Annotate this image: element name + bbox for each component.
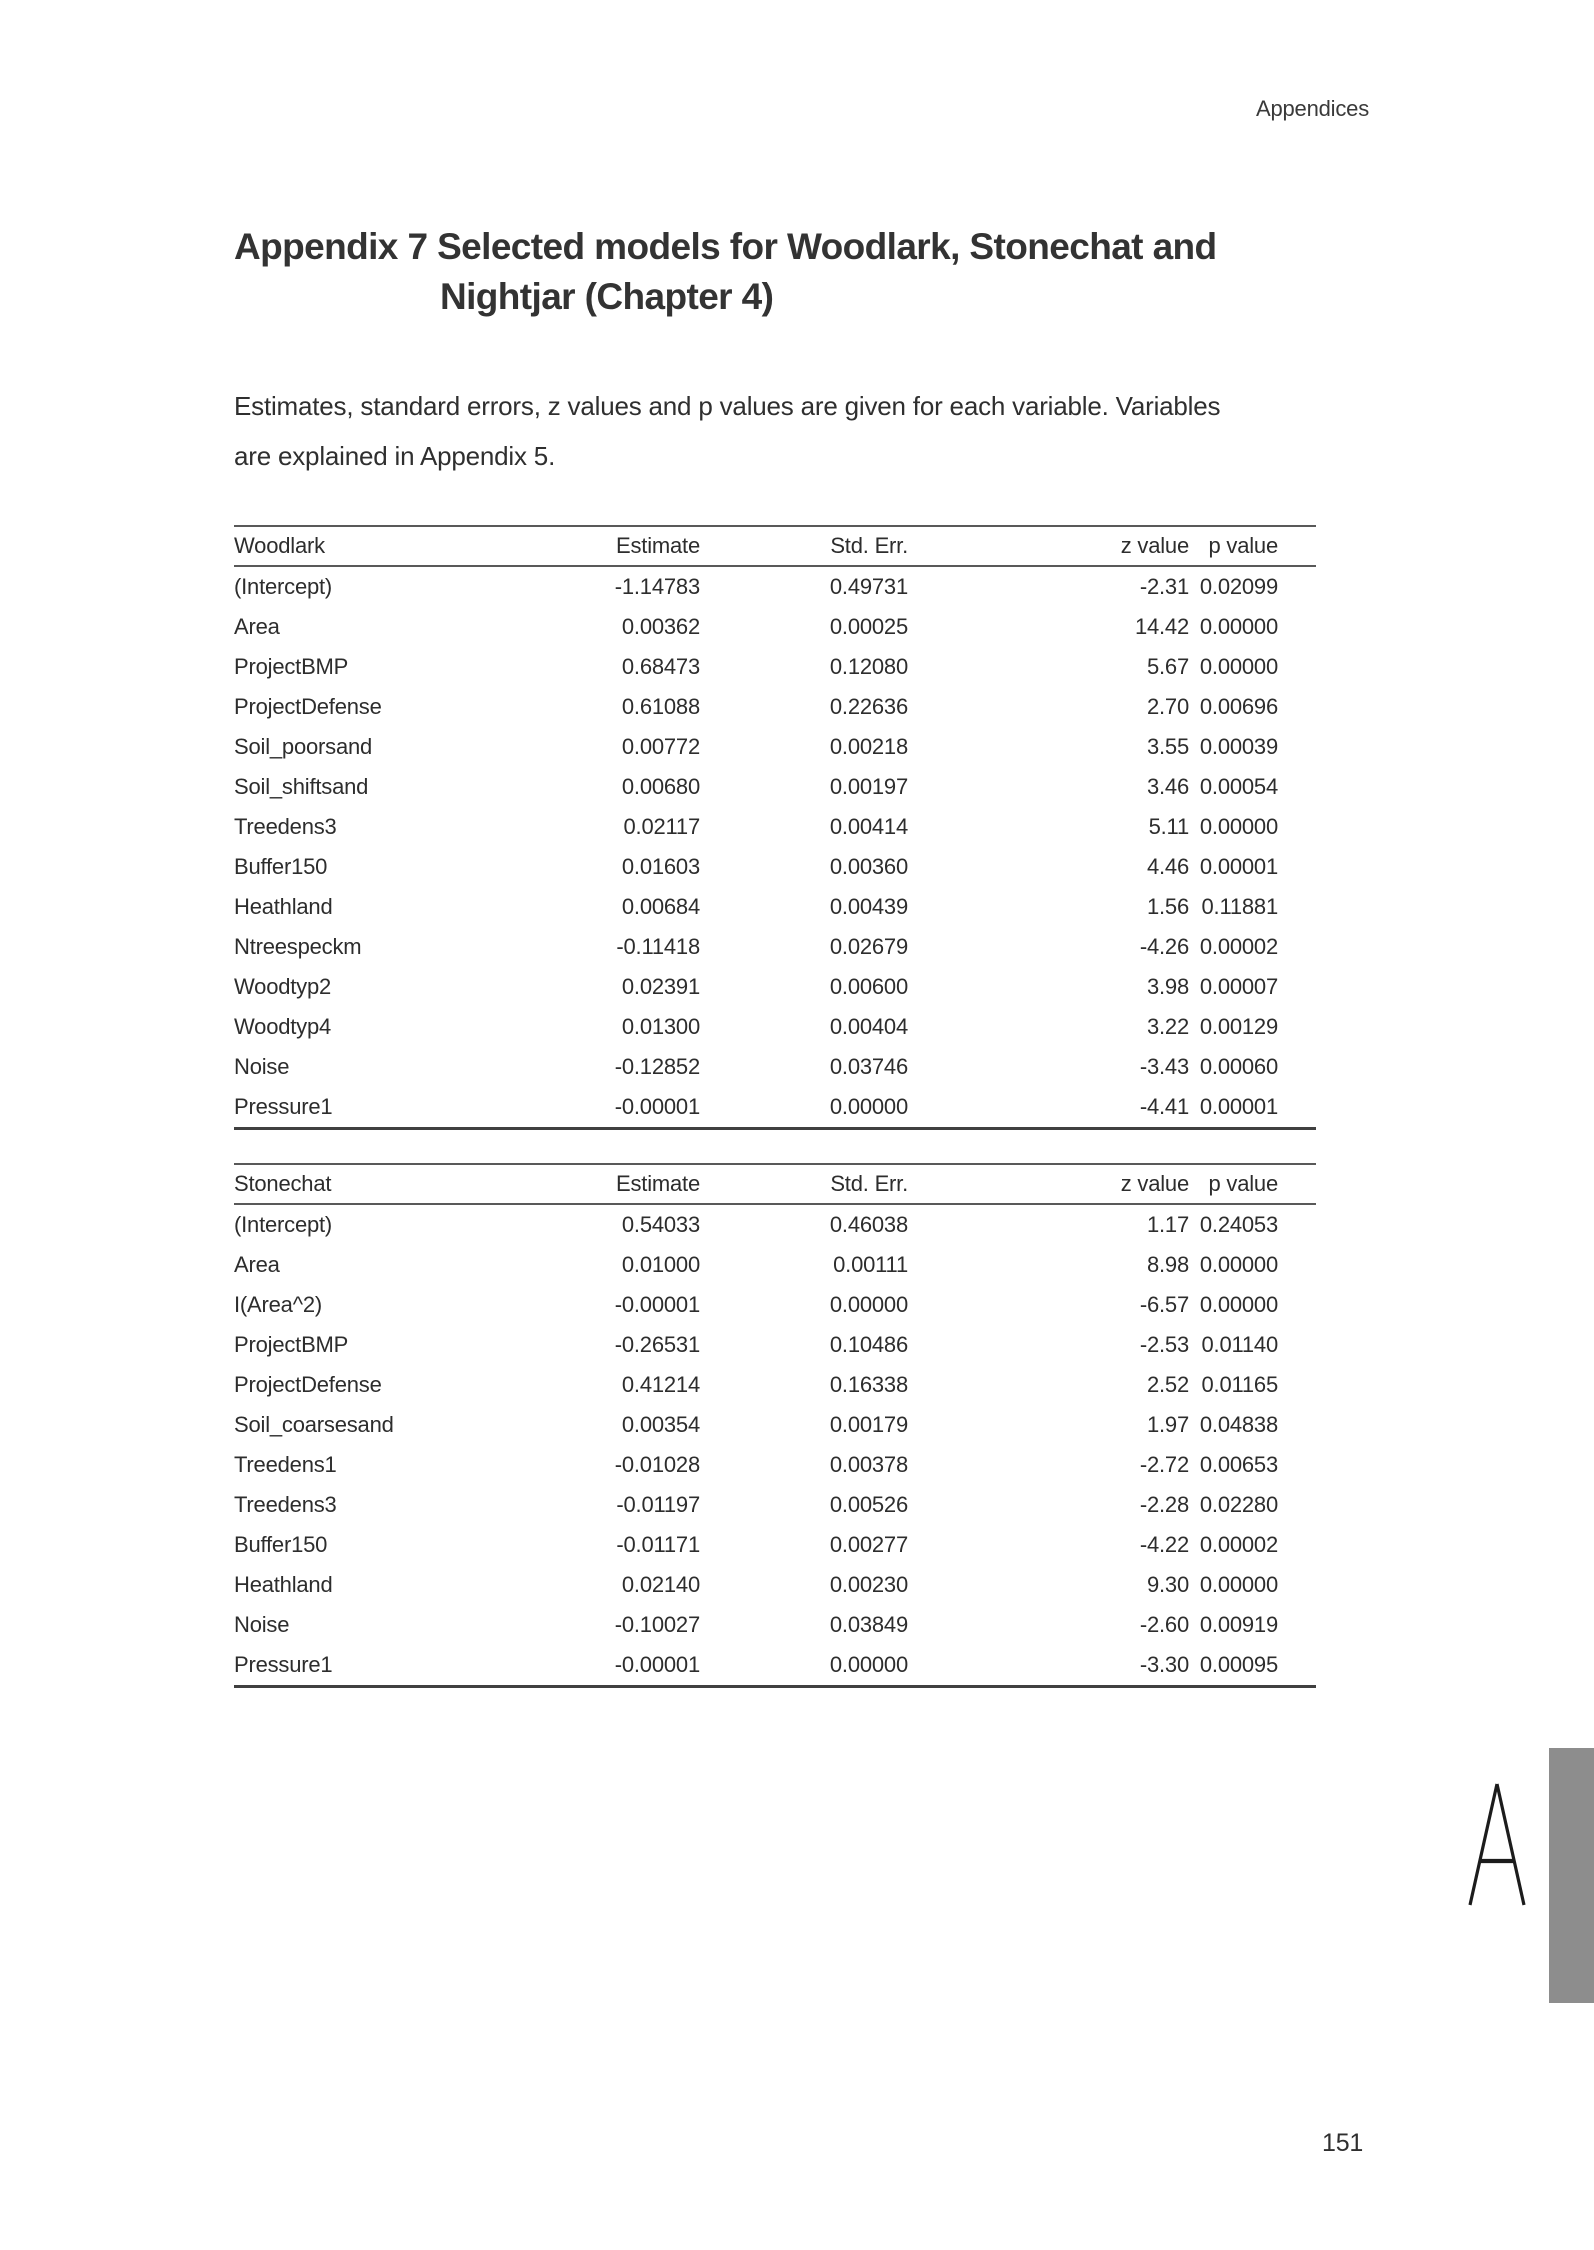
value-cell: 0.00000 — [829, 1094, 908, 1119]
value-cell: 0.01165 — [1201, 1372, 1278, 1397]
value-cell: 0.00378 — [829, 1452, 908, 1477]
value-cell: 0.00354 — [621, 1412, 700, 1437]
table-row — [234, 687, 1316, 727]
species-header: Woodlark — [234, 526, 559, 566]
variable-name-cell: Noise — [234, 1054, 290, 1079]
variable-name-cell: Treedens1 — [234, 1452, 337, 1477]
variable-name-cell: Area — [234, 614, 280, 639]
table-header-row — [234, 526, 1316, 566]
value-cell: 0.03746 — [829, 1054, 908, 1079]
table-row — [234, 1605, 1316, 1645]
table-row — [234, 1047, 1316, 1087]
value-cell: -2.53 — [1139, 1332, 1189, 1357]
value-cell: 4.46 — [1146, 854, 1189, 879]
value-cell: 0.00001 — [1199, 854, 1278, 879]
table-row — [234, 607, 1316, 647]
table-row — [234, 887, 1316, 927]
value-cell: -4.26 — [1139, 934, 1189, 959]
variable-name-cell: Pressure1 — [234, 1652, 333, 1677]
table-row — [234, 1445, 1316, 1485]
variable-name-cell: Soil_coarsesand — [234, 1412, 394, 1437]
value-cell: 0.00360 — [829, 854, 908, 879]
variable-name-cell: Soil_poorsand — [234, 734, 373, 759]
value-cell: 0.00684 — [621, 894, 700, 919]
value-cell: 0.02099 — [1199, 574, 1278, 599]
value-cell: -2.60 — [1139, 1612, 1189, 1637]
table-row — [234, 1405, 1316, 1445]
value-cell: 0.00680 — [621, 774, 700, 799]
table-row — [234, 927, 1316, 967]
value-cell: 0.00025 — [829, 614, 908, 639]
value-cell: -6.57 — [1139, 1292, 1189, 1317]
variable-name-cell: ProjectBMP — [234, 1332, 349, 1357]
value-cell: -0.10027 — [614, 1612, 700, 1637]
variable-name-cell: Treedens3 — [234, 814, 337, 839]
value-cell: 0.03849 — [829, 1612, 908, 1637]
column-header: z value — [908, 526, 1189, 566]
stonechat-model-table — [234, 1163, 1316, 1688]
value-cell: 0.10486 — [829, 1332, 908, 1357]
value-cell: 0.00230 — [829, 1572, 908, 1597]
table-row — [234, 847, 1316, 887]
value-cell: 0.11881 — [1201, 894, 1278, 919]
value-cell: 0.00179 — [829, 1412, 908, 1437]
table-row — [234, 566, 1316, 607]
table-row — [234, 967, 1316, 1007]
value-cell: 14.42 — [1134, 614, 1189, 639]
value-cell: 0.00653 — [1199, 1452, 1278, 1477]
table-header-row — [234, 1164, 1316, 1204]
value-cell: -4.22 — [1139, 1532, 1189, 1557]
page-number: 151 — [1322, 2129, 1364, 2157]
running-header: Appendices — [1256, 96, 1369, 121]
appendix-title-line-2: Nightjar (Chapter 4) — [440, 276, 774, 317]
section-tab-bar — [1549, 1748, 1594, 2003]
value-cell: -2.31 — [1139, 574, 1189, 599]
intro-line-2: are explained in Appendix 5. — [234, 441, 556, 471]
variable-name-cell: Woodtyp2 — [234, 974, 332, 999]
value-cell: -0.01171 — [616, 1532, 700, 1557]
value-cell: -1.14783 — [614, 574, 700, 599]
value-cell: 0.24053 — [1199, 1212, 1278, 1237]
value-cell: 0.49731 — [829, 574, 908, 599]
value-cell: 0.00060 — [1199, 1054, 1278, 1079]
table-body — [234, 566, 1316, 1129]
value-cell: 0.00277 — [829, 1532, 908, 1557]
table-row — [234, 1204, 1316, 1245]
value-cell: 0.04838 — [1199, 1412, 1278, 1437]
value-cell: -4.41 — [1139, 1094, 1189, 1119]
column-header: Estimate — [559, 526, 700, 566]
value-cell: 0.41214 — [621, 1372, 700, 1397]
value-cell: 0.02117 — [623, 814, 700, 839]
value-cell: 0.00054 — [1199, 774, 1278, 799]
table-row — [234, 1485, 1316, 1525]
value-cell: 0.02391 — [621, 974, 700, 999]
value-cell: 0.00526 — [829, 1492, 908, 1517]
value-cell: 0.54033 — [621, 1212, 700, 1237]
table-row — [234, 1325, 1316, 1365]
table-row — [234, 1087, 1316, 1129]
table-body — [234, 1204, 1316, 1687]
table-row — [234, 1285, 1316, 1325]
column-header: p value — [1189, 526, 1316, 566]
table-row — [234, 647, 1316, 687]
value-cell: 0.00414 — [829, 814, 908, 839]
variable-name-cell: Woodtyp4 — [234, 1014, 332, 1039]
value-cell: 0.00000 — [1199, 1292, 1278, 1317]
value-cell: -0.00001 — [614, 1652, 700, 1677]
value-cell: 0.01300 — [621, 1014, 700, 1039]
intro-paragraph — [234, 381, 1220, 481]
table-row — [234, 1245, 1316, 1285]
variable-name-cell: I(Area^2) — [234, 1292, 322, 1317]
value-cell: 0.00001 — [1199, 1094, 1278, 1119]
species-header: Stonechat — [234, 1164, 559, 1204]
value-cell: 0.16338 — [829, 1372, 908, 1397]
value-cell: 0.01603 — [621, 854, 700, 879]
table-row — [234, 767, 1316, 807]
table-row — [234, 807, 1316, 847]
value-cell: 0.00439 — [829, 894, 908, 919]
column-header: Std. Err. — [700, 1164, 908, 1204]
variable-name-cell: Buffer150 — [234, 1532, 328, 1557]
value-cell: 0.68473 — [621, 654, 700, 679]
variable-name-cell: Ntreespeckm — [234, 934, 362, 959]
value-cell: 3.55 — [1146, 734, 1189, 759]
value-cell: 5.11 — [1148, 814, 1189, 839]
variable-name-cell: Heathland — [234, 894, 333, 919]
column-header: Estimate — [559, 1164, 700, 1204]
variable-name-cell: Heathland — [234, 1572, 333, 1597]
value-cell: 0.00362 — [621, 614, 700, 639]
table-row — [234, 1525, 1316, 1565]
value-cell: 1.97 — [1146, 1412, 1189, 1437]
value-cell: 5.67 — [1146, 654, 1189, 679]
value-cell: 2.70 — [1146, 694, 1189, 719]
value-cell: 0.00000 — [1199, 614, 1278, 639]
value-cell: 0.00000 — [1199, 1252, 1278, 1277]
value-cell: 0.02679 — [829, 934, 908, 959]
value-cell: -0.00001 — [614, 1094, 700, 1119]
value-cell: 0.00111 — [833, 1252, 908, 1277]
column-header: z value — [908, 1164, 1189, 1204]
value-cell: -3.30 — [1139, 1652, 1189, 1677]
section-letter-a-glyph — [1463, 1779, 1531, 1909]
value-cell: -0.01197 — [616, 1492, 700, 1517]
variable-name-cell: (Intercept) — [234, 1212, 333, 1237]
woodlark-model-table — [234, 525, 1316, 1130]
variable-name-cell: Pressure1 — [234, 1094, 333, 1119]
value-cell: 0.00002 — [1199, 1532, 1278, 1557]
value-cell: 0.00404 — [829, 1014, 908, 1039]
value-cell: -0.12852 — [614, 1054, 700, 1079]
value-cell: 0.00000 — [1199, 1572, 1278, 1597]
value-cell: 0.00600 — [829, 974, 908, 999]
value-cell: 0.00218 — [829, 734, 908, 759]
value-cell: 1.56 — [1146, 894, 1189, 919]
value-cell: -2.72 — [1139, 1452, 1189, 1477]
table-row — [234, 1007, 1316, 1047]
value-cell: 1.17 — [1146, 1212, 1189, 1237]
value-cell: 0.00197 — [829, 774, 908, 799]
value-cell: 0.00000 — [829, 1652, 908, 1677]
column-header: Std. Err. — [700, 526, 908, 566]
table-row — [234, 1365, 1316, 1405]
value-cell: 0.02140 — [621, 1572, 700, 1597]
variable-name-cell: ProjectBMP — [234, 654, 349, 679]
value-cell: 0.00000 — [1199, 654, 1278, 679]
column-header: p value — [1189, 1164, 1316, 1204]
value-cell: 0.00772 — [621, 734, 700, 759]
appendix-title — [234, 222, 1217, 322]
value-cell: 3.98 — [1146, 974, 1189, 999]
value-cell: 0.02280 — [1199, 1492, 1278, 1517]
value-cell: -2.28 — [1139, 1492, 1189, 1517]
value-cell: 0.00919 — [1199, 1612, 1278, 1637]
value-cell: 2.52 — [1146, 1372, 1189, 1397]
value-cell: 0.00000 — [829, 1292, 908, 1317]
value-cell: 0.22636 — [829, 694, 908, 719]
value-cell: -0.00001 — [614, 1292, 700, 1317]
variable-name-cell: ProjectDefense — [234, 694, 382, 719]
value-cell: 8.98 — [1146, 1252, 1189, 1277]
value-cell: 0.00095 — [1199, 1652, 1278, 1677]
value-cell: 0.46038 — [829, 1212, 908, 1237]
value-cell: 0.00007 — [1199, 974, 1278, 999]
intro-line-1: Estimates, standard errors, z values and p values are given for each variable. Variables — [234, 391, 1221, 421]
value-cell: -0.01028 — [614, 1452, 700, 1477]
table-row — [234, 1565, 1316, 1605]
value-cell: -0.26531 — [614, 1332, 700, 1357]
value-cell: 0.00002 — [1199, 934, 1278, 959]
value-cell: 0.00129 — [1199, 1014, 1278, 1039]
value-cell: 0.00696 — [1199, 694, 1278, 719]
table-row — [234, 727, 1316, 767]
value-cell: 3.46 — [1146, 774, 1189, 799]
value-cell: 0.01000 — [621, 1252, 700, 1277]
value-cell: 3.22 — [1146, 1014, 1189, 1039]
value-cell: 0.00039 — [1199, 734, 1278, 759]
value-cell: 0.12080 — [829, 654, 908, 679]
appendix-title-line-1: Appendix 7 Selected models for Woodlark, Stonechat and — [234, 226, 1217, 267]
table-row — [234, 1645, 1316, 1687]
value-cell: 9.30 — [1146, 1572, 1189, 1597]
value-cell: -0.11418 — [616, 934, 700, 959]
variable-name-cell: Treedens3 — [234, 1492, 337, 1517]
value-cell: 0.01140 — [1201, 1332, 1278, 1357]
value-cell: 0.00000 — [1199, 814, 1278, 839]
variable-name-cell: Noise — [234, 1612, 290, 1637]
value-cell: -3.43 — [1139, 1054, 1189, 1079]
variable-name-cell: Soil_shiftsand — [234, 774, 369, 799]
value-cell: 0.61088 — [621, 694, 700, 719]
variable-name-cell: (Intercept) — [234, 574, 333, 599]
variable-name-cell: ProjectDefense — [234, 1372, 382, 1397]
variable-name-cell: Buffer150 — [234, 854, 328, 879]
variable-name-cell: Area — [234, 1252, 280, 1277]
